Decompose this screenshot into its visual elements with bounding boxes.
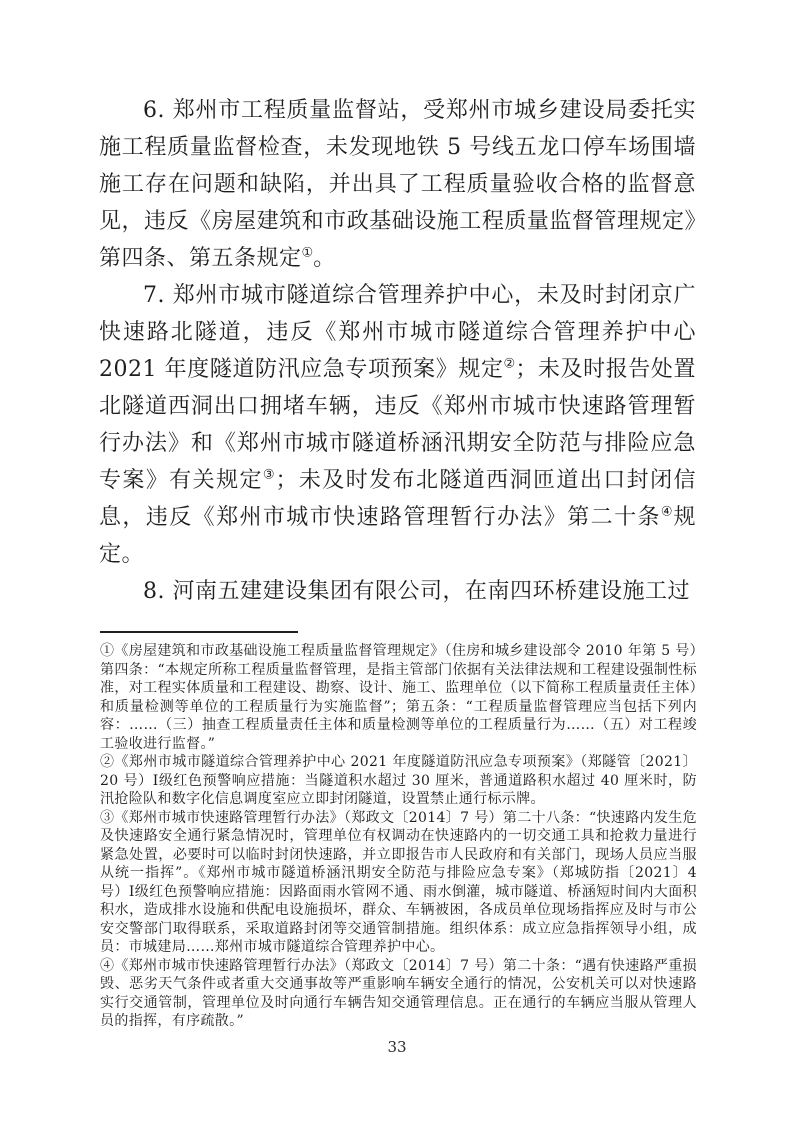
paragraph-item-6 (99, 92, 696, 277)
footnote-text-1: 《房屋建筑和市政基础设施工程质量监督管理规定》（住房和城乡建设部令 2010 年第 5 号）第四条：“本规定所称工程质量监督管理，是指主管部门依据有关法律法规和工程建设强制性标准，对工程实体质量和工程建设、勘察、设计、施工、监理单位（以下简称工程质量责任主体）和质量检测等单位的工程质量行为实施监督”；第五条：“工程质量监督管理应当包括下列内容：……（三）抽查工程质量责任主体和质量检测等单位的工程质量行为……（五）对工程竣工验收进行监督。” (100, 643, 697, 752)
footnote-text-4: 《郑州市城市快速路管理暂行办法》（郑政文〔2014〕7 号）第二十条：“遇有快速路严重损毁、恶劣天气条件或者重大交通事故等严重影响车辆安全通行的情况，公安机关可以对快速路实行交通管制，管理单位及时向通行车辆告知交通管理信息。正在通行的车辆应当服从管理人员的指挥，有序疏散。” (100, 957, 697, 1029)
footnote-ref-2: ② (503, 356, 516, 372)
paragraph-text: 8. 河南五建建设集团有限公司，在南四环桥建设施工过 (143, 579, 690, 604)
footnote-1 (100, 642, 697, 753)
footnote-marker-2: ② (100, 754, 115, 770)
footnote-ref-4: ④ (660, 504, 674, 520)
footnote-text-3: 《郑州市城市快速路管理暂行办法》（郑政文〔2014〕7 号）第二十八条：“快速路内发生危及快速路安全通行紧急情况时，管理单位有权调动在快速路内的一切交通工具和抢救力量进行紧急处置，必要时可以临时封闭快速路，并立即报告市人民政府和有关部门，现场人员应当服从统一指挥”。《郑州市城市隧道桥涵汛期安全防范与排险应急专案》（郑城防指〔2021〕4 号）Ⅰ级红色预警响应措施：因路面雨水管网不通、雨水倒灌，城市隧道、桥涵短时间内大面积积水，造成排水设施和供配电设施损坏，群众、车辆被困，各成员单位现场指挥应及时与市公安交警部门取得联系，采取道路封闭等交通管制措施。组织体系：成立应急指挥领导小组，成员：市城建局……郑州市城市隧道综合管理养护中心。 (100, 809, 697, 955)
paragraph-item-8 (99, 573, 696, 610)
footnote-text-2: 《郑州市城市隧道综合管理养护中心 2021 年度隧道防汛应急专项预案》（郑隧管〔2021〕20 号）Ⅰ级红色预警响应措施：当隧道积水超过 30 厘米，普通道路积水超过 40 厘米时，防汛抢险队和数字化信息调度室应立即封闭隧道，设置禁止通行标示牌。 (100, 754, 697, 807)
footnote-separator-line (100, 631, 298, 633)
footnote-2 (100, 753, 697, 809)
footnote-3 (100, 809, 697, 957)
footnote-marker-3: ③ (100, 809, 115, 826)
footnote-ref-3: ③ (262, 467, 276, 483)
footnote-area (100, 631, 697, 1031)
paragraph-text: ；未及时发布北隧道西洞匝道出口封闭信息，违反《郑州市城市快速路管理暂行办法》第二十条 (99, 468, 696, 530)
paragraph-text: ；未及时报告处置北隧道西洞出口拥堵车辆，违反《郑州市城市快速路管理暂行办法》和《郑州市城市隧道桥涵汛期安全防范与排险应急专案》有关规定 (99, 357, 696, 493)
footnote-marker-4: ④ (100, 957, 115, 974)
paragraph-text: 6. 郑州市工程质量监督站，受郑州市城乡建设局委托实施工程质量监督检查，未发现地铁 5 号线五龙口停车场围墙施工存在问题和缺陷，并出具了工程质量验收合格的监督意见，违反《房屋建筑和市政基础设施工程质量监督管理规定》第四条、第五条规定 (99, 98, 696, 271)
footnote-4 (100, 957, 697, 1031)
document-body (99, 92, 696, 610)
footnote-ref-1: ① (301, 245, 314, 261)
paragraph-item-7 (99, 277, 696, 573)
paragraph-text: 。 (313, 246, 336, 271)
footnote-marker-1: ① (100, 643, 115, 659)
paragraph-text: 规定。 (99, 505, 696, 567)
page-number: 33 (387, 1038, 407, 1056)
paragraph-text: 7. 郑州市城市隧道综合管理养护中心，未及时封闭京广快速路北隧道，违反《郑州市城市隧道综合管理养护中心 2021 年度隧道防汛应急专项预案》规定 (99, 283, 696, 382)
